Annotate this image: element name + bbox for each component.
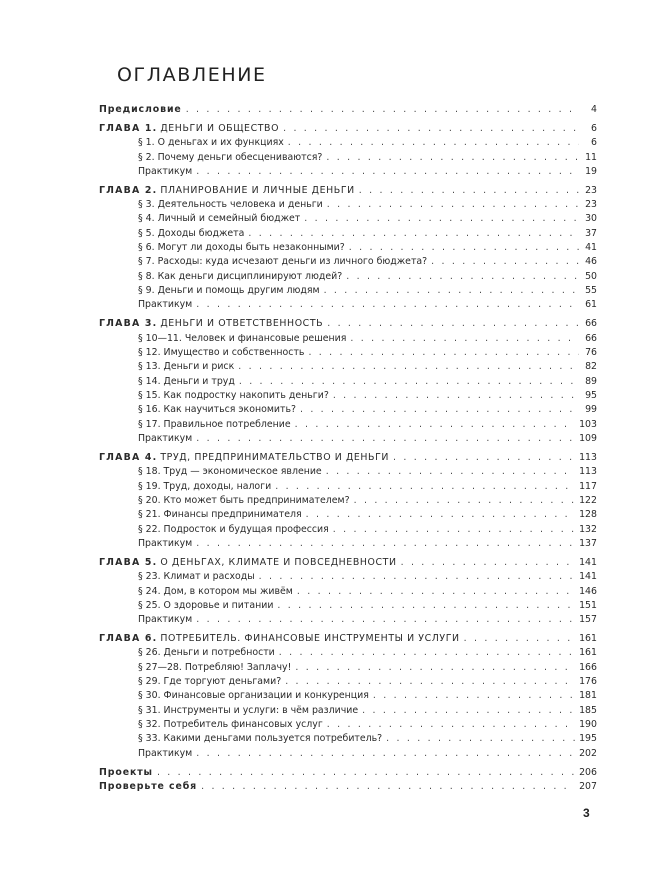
dot-leader: [464, 632, 575, 646]
toc-entry-page: 55: [585, 285, 597, 297]
chapter-heading[interactable]: [99, 451, 597, 465]
toc-entry[interactable]: [99, 537, 597, 551]
toc-entry-page: 6: [591, 137, 597, 149]
toc-entry-label: § 21. Финансы предпринимателя: [138, 509, 302, 521]
toc-entry-page: 46: [585, 256, 597, 268]
toc-entry[interactable]: [99, 212, 597, 226]
chapter-name: ПЛАНИРОВАНИЕ И ЛИЧНЫЕ ДЕНЬГИ: [160, 184, 355, 196]
toc-entry-page: 185: [579, 704, 597, 716]
toc-entry-label: § 12. Имущество и собственность: [138, 347, 305, 358]
page-title: ОГЛАВЛЕНИЕ: [117, 64, 267, 86]
chapter-heading[interactable]: [99, 184, 597, 198]
toc-entry-label: § 6. Могут ли доходы быть незаконными?: [138, 242, 345, 254]
toc-entry-label: § 3. Деятельность человека и деньги: [138, 199, 323, 211]
dot-leader: [201, 780, 575, 794]
toc-entry-page: 206: [579, 766, 597, 778]
dot-leader: [239, 375, 579, 389]
table-of-contents: [99, 103, 597, 794]
toc-entry[interactable]: [99, 661, 597, 675]
toc-entry-label: § 7. Расходы: куда исчезают деньги из личного бюджета?: [138, 256, 428, 268]
chapter-heading[interactable]: [99, 317, 597, 331]
chapter-heading[interactable]: [99, 122, 597, 136]
dot-leader: [350, 332, 579, 346]
dot-leader: [326, 465, 575, 479]
toc-entry-label: § 30. Финансовые организации и конкуренция: [138, 690, 369, 702]
toc-entry[interactable]: [99, 284, 597, 298]
toc-entry-page: 146: [579, 585, 597, 597]
toc-entry-page: 89: [585, 375, 597, 387]
chapter-name: ДЕНЬГИ И ОБЩЕСТВО: [160, 122, 280, 134]
toc-entry-page: 95: [585, 390, 597, 402]
dot-leader: [354, 494, 576, 508]
toc-entry-page: 128: [579, 509, 597, 521]
toc-entry[interactable]: [99, 198, 597, 212]
toc-entry-label: § 10—11. Человек и финансовые решения: [138, 332, 347, 344]
dot-leader: [326, 151, 579, 165]
chapter-number: ГЛАВА 3.: [99, 318, 158, 330]
toc-entry-label: § 18. Труд — экономическое явление: [138, 466, 322, 478]
toc-entry-page: 157: [579, 614, 597, 626]
dot-leader: [386, 732, 575, 746]
toc-entry-label: Практикум: [138, 299, 193, 311]
chapter-number: ГЛАВА 2.: [99, 184, 158, 196]
dot-leader: [196, 432, 575, 446]
dot-leader: [295, 418, 575, 432]
dot-leader: [431, 255, 579, 269]
toc-entry[interactable]: [99, 255, 597, 269]
page-number: 3: [583, 806, 590, 820]
toc-entry-page: 37: [585, 227, 597, 239]
toc-entry[interactable]: [99, 346, 597, 360]
dot-leader: [346, 270, 579, 284]
toc-entry-page: 30: [585, 213, 597, 225]
toc-entry[interactable]: [99, 570, 597, 584]
chapter-number: ГЛАВА 1.: [99, 122, 158, 134]
toc-entry-page: 141: [579, 571, 597, 583]
toc-entry-page: 23: [585, 199, 597, 211]
toc-entry-page: 4: [591, 104, 597, 115]
toc-entry[interactable]: [99, 241, 597, 255]
toc-entry-page: 99: [585, 404, 597, 416]
toc-entry[interactable]: [99, 494, 597, 508]
toc-entry[interactable]: [99, 747, 597, 761]
toc-entry-page: 202: [579, 747, 597, 759]
toc-entry-page: 113: [579, 466, 597, 478]
toc-entry[interactable]: [99, 298, 597, 312]
dot-leader: [283, 122, 579, 136]
dot-leader: [333, 523, 575, 537]
toc-entry[interactable]: [99, 418, 597, 432]
toc-entry[interactable]: [99, 227, 597, 241]
toc-entry-page: 137: [579, 537, 597, 549]
chapter-page: 23: [585, 184, 597, 196]
dot-leader: [248, 227, 579, 241]
toc-entry-page: 50: [585, 270, 597, 282]
toc-entry[interactable]: [99, 718, 597, 732]
toc-entry-label: § 26. Деньги и потребности: [138, 647, 275, 659]
dot-leader: [295, 661, 575, 675]
dot-leader: [324, 284, 579, 298]
dot-leader: [277, 599, 575, 613]
toc-entry-page: 109: [579, 433, 597, 445]
toc-entry-label: § 31. Инструменты и услуги: в чём различие: [138, 704, 359, 716]
dot-leader: [196, 747, 575, 761]
chapter-heading[interactable]: [99, 556, 597, 570]
toc-entry-label: § 17. Правильное потребление: [138, 418, 291, 430]
toc-entry-label: § 5. Доходы бюджета: [138, 227, 245, 239]
dot-leader: [279, 646, 575, 660]
chapter-number: ГЛАВА 4.: [99, 451, 158, 463]
dot-leader: [186, 103, 579, 117]
toc-entry[interactable]: [99, 599, 597, 613]
toc-entry-page: 207: [579, 780, 597, 792]
toc-entry-label: Проекты: [99, 766, 153, 778]
toc-entry[interactable]: [99, 704, 597, 718]
toc-entry-label: Проверьте себя: [99, 780, 198, 792]
chapter-heading[interactable]: [99, 632, 597, 646]
dot-leader: [288, 136, 579, 150]
dot-leader: [393, 451, 575, 465]
toc-entry[interactable]: [99, 689, 597, 703]
chapters-list: [99, 122, 597, 761]
toc-entry-label: Практикум: [138, 747, 193, 759]
toc-entry-label: § 4. Личный и семейный бюджет: [138, 213, 301, 225]
dot-leader: [285, 675, 575, 689]
toc-entry-label: § 24. Дом, в котором мы живём: [138, 585, 293, 597]
toc-entry-preface[interactable]: [99, 103, 597, 117]
toc-entry-label: § 27—28. Потребляю! Заплачу!: [138, 661, 292, 673]
chapter-title: [99, 632, 460, 646]
toc-entry-projects[interactable]: [99, 766, 597, 780]
toc-entry-label: § 23. Климат и расходы: [138, 571, 255, 583]
toc-entry-page: 19: [585, 165, 597, 177]
toc-entry-label: § 13. Деньги и риск: [138, 361, 235, 373]
toc-entry[interactable]: [99, 523, 597, 537]
toc-entry[interactable]: [99, 360, 597, 374]
chapter-number: ГЛАВА 5.: [99, 556, 158, 568]
chapter-name: ТРУД, ПРЕДПРИНИМАТЕЛЬСТВО И ДЕНЬГИ: [160, 451, 390, 463]
dot-leader: [333, 389, 579, 403]
toc-entry-page: 166: [579, 661, 597, 673]
chapter-page: 141: [579, 556, 597, 568]
toc-entry-label: § 29. Где торгуют деньгами?: [138, 676, 282, 688]
toc-entry[interactable]: [99, 165, 597, 179]
toc-entry-label: § 32. Потребитель финансовых услуг: [138, 719, 323, 731]
toc-entry-label: § 16. Как научиться экономить?: [138, 404, 296, 416]
toc-entry-page: 41: [585, 242, 597, 254]
toc-entry-page: 117: [579, 480, 597, 492]
toc-entry[interactable]: [99, 508, 597, 522]
dot-leader: [259, 570, 575, 584]
toc-entry[interactable]: [99, 403, 597, 417]
toc-entry[interactable]: [99, 465, 597, 479]
toc-entry-self-check[interactable]: [99, 780, 597, 794]
dot-leader: [359, 184, 579, 198]
toc-entry[interactable]: [99, 480, 597, 494]
toc-entry-label: § 1. О деньгах и их функциях: [138, 137, 284, 149]
chapter-name: ПОТРЕБИТЕЛЬ. ФИНАНСОВЫЕ ИНСТРУМЕНТЫ И УСЛУГИ: [160, 633, 460, 645]
toc-entry-page: 151: [579, 599, 597, 611]
chapter-name: ДЕНЬГИ И ОТВЕТСТВЕННОСТЬ: [160, 318, 324, 330]
toc-entry-page: 181: [579, 690, 597, 702]
toc-entry-label: Практикум: [138, 165, 193, 177]
toc-entry-page: 176: [579, 676, 597, 688]
dot-leader: [196, 537, 575, 551]
toc-entry-label: Практикум: [138, 537, 193, 549]
toc-entry[interactable]: [99, 332, 597, 346]
dot-leader: [196, 613, 575, 627]
dot-leader: [157, 766, 575, 780]
chapter-title: [99, 556, 397, 570]
toc-entry-page: 190: [579, 719, 597, 731]
toc-entry-label: § 20. Кто может быть предпринимателем?: [138, 494, 350, 506]
toc-entry[interactable]: [99, 675, 597, 689]
dot-leader: [196, 165, 579, 179]
dot-leader: [373, 689, 575, 703]
toc-entry-page: 76: [585, 347, 597, 358]
dot-leader: [327, 718, 575, 732]
toc-entry[interactable]: [99, 389, 597, 403]
chapter-title: [99, 317, 323, 331]
dot-leader: [308, 346, 579, 360]
chapter-page: 66: [585, 318, 597, 330]
toc-entry-page: 103: [579, 418, 597, 430]
dot-leader: [238, 360, 579, 374]
toc-entry[interactable]: [99, 136, 597, 150]
dot-leader: [297, 585, 575, 599]
toc-entry-page: 66: [585, 332, 597, 344]
toc-entry[interactable]: [99, 732, 597, 746]
dot-leader: [304, 212, 579, 226]
toc-entry-label: Практикум: [138, 433, 193, 445]
toc-entry-label: § 9. Деньги и помощь другим людям: [138, 285, 320, 297]
toc-entry-page: 61: [585, 299, 597, 311]
dot-leader: [300, 403, 579, 417]
toc-entry-page: 122: [579, 494, 597, 506]
toc-entry-label: § 15. Как подростку накопить деньги?: [138, 390, 329, 402]
toc-entry-page: 195: [579, 733, 597, 745]
chapter-page: 113: [579, 451, 597, 463]
toc-entry-label: Практикум: [138, 614, 193, 626]
dot-leader: [306, 508, 575, 522]
chapter-title: [99, 451, 389, 465]
toc-entry[interactable]: [99, 432, 597, 446]
chapter-title: [99, 184, 355, 198]
chapter-page: 161: [579, 633, 597, 645]
toc-entry-label: § 2. Почему деньги обесцениваются?: [138, 151, 323, 163]
chapter-name: О ДЕНЬГАХ, КЛИМАТЕ И ПОВСЕДНЕВНОСТИ: [160, 556, 397, 568]
toc-entry[interactable]: [99, 613, 597, 627]
chapter-number: ГЛАВА 6.: [99, 633, 158, 645]
toc-entry-page: 82: [585, 361, 597, 373]
toc-entry-page: 161: [579, 647, 597, 659]
toc-entry[interactable]: [99, 585, 597, 599]
dot-leader: [327, 198, 579, 212]
dot-leader: [275, 480, 575, 494]
dot-leader: [196, 298, 579, 312]
toc-entry-label: § 33. Какими деньгами пользуется потребитель?: [138, 733, 383, 745]
toc-entry[interactable]: [99, 375, 597, 389]
chapter-title: [99, 122, 279, 136]
toc-entry-label: § 14. Деньги и труд: [138, 375, 235, 387]
toc-entry-label: Предисловие: [99, 104, 182, 115]
toc-entry-page: 11: [585, 151, 597, 163]
toc-entry-page: 132: [579, 523, 597, 535]
toc-entry-label: § 22. Подросток и будущая профессия: [138, 523, 329, 535]
toc-entry-label: § 25. О здоровье и питании: [138, 599, 274, 611]
toc-entry[interactable]: [99, 646, 597, 660]
toc-entry[interactable]: [99, 151, 597, 165]
toc-entry-label: § 8. Как деньги дисциплинируют людей?: [138, 270, 343, 282]
dot-leader: [401, 556, 576, 570]
toc-entry-label: § 19. Труд, доходы, налоги: [138, 480, 272, 492]
dot-leader: [349, 241, 579, 255]
dot-leader: [327, 317, 579, 331]
toc-entry[interactable]: [99, 270, 597, 284]
chapter-page: 6: [591, 122, 597, 134]
dot-leader: [362, 704, 575, 718]
